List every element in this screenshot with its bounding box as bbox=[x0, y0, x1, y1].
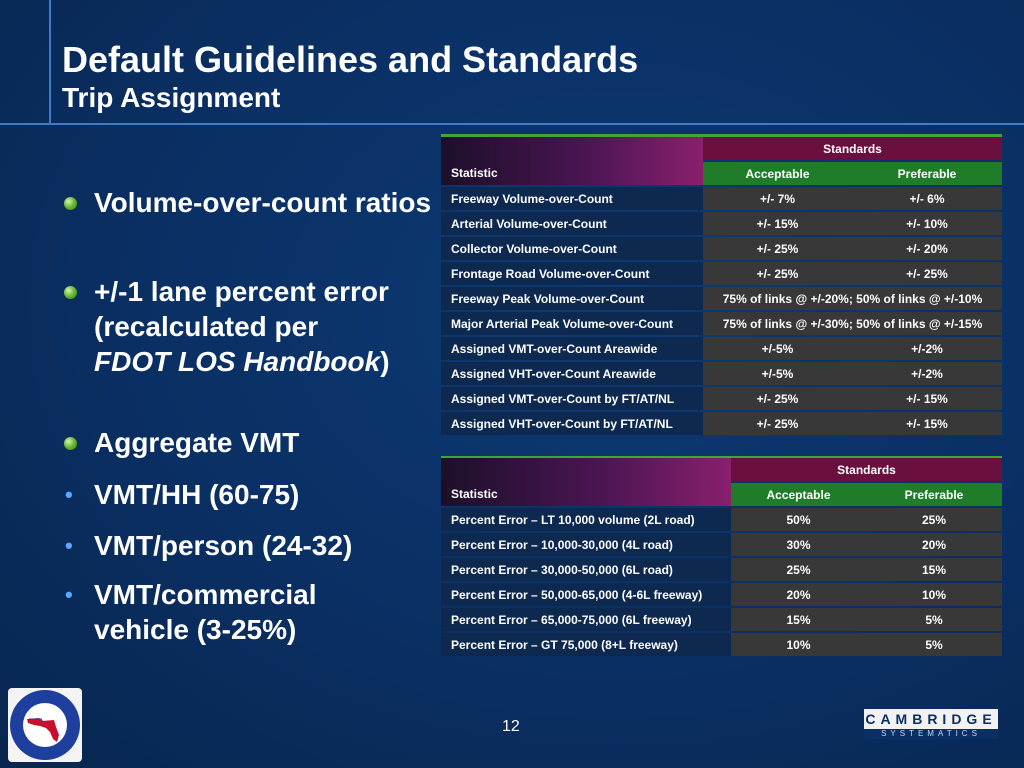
acceptable-cell: +/- 7% bbox=[703, 187, 852, 210]
statistic-cell: Percent Error – GT 75,000 (8+L freeway) bbox=[441, 633, 731, 656]
table-row bbox=[441, 508, 1002, 531]
preferable-cell: 25% bbox=[866, 508, 1002, 531]
slide-title: Default Guidelines and Standards bbox=[62, 39, 639, 80]
table-row bbox=[441, 287, 1002, 310]
bullet-dot-icon bbox=[64, 437, 77, 450]
statistic-cell: Percent Error – LT 10,000 volume (2L road) bbox=[441, 508, 731, 531]
table-row bbox=[441, 608, 1002, 631]
table-row bbox=[441, 533, 1002, 556]
statistic-cell: Collector Volume-over-Count bbox=[441, 237, 703, 260]
fdot-seal-logo bbox=[8, 688, 82, 762]
table-row bbox=[441, 187, 1002, 210]
bullet-dot-icon bbox=[64, 197, 77, 210]
volume-over-count-table bbox=[441, 135, 1002, 437]
acceptable-cell: +/-5% bbox=[703, 362, 852, 385]
table-row bbox=[441, 387, 1002, 410]
table-row bbox=[441, 312, 1002, 335]
table-row bbox=[441, 237, 1002, 260]
acceptable-cell: 30% bbox=[731, 533, 866, 556]
statistic-cell: Freeway Peak Volume-over-Count bbox=[441, 287, 703, 310]
table2-acceptable-header: Acceptable bbox=[731, 483, 866, 506]
table-row bbox=[441, 362, 1002, 385]
table1-preferable-header: Preferable bbox=[852, 162, 1002, 185]
table2-statistic-header: Statistic bbox=[441, 458, 731, 506]
preferable-cell: 5% bbox=[866, 633, 1002, 656]
bullet-lane-percent-error: +/-1 lane percent error (recalculated per FDOT LOS Handbook) bbox=[62, 274, 432, 379]
acceptable-cell: 15% bbox=[731, 608, 866, 631]
combined-standard-cell: 75% of links @ +/-20%; 50% of links @ +/-10% bbox=[703, 287, 1002, 310]
preferable-cell: +/- 15% bbox=[852, 412, 1002, 435]
acceptable-cell: 50% bbox=[731, 508, 866, 531]
table1-statistic-header: Statistic bbox=[441, 137, 703, 185]
slide-subtitle: Trip Assignment bbox=[62, 82, 281, 113]
statistic-cell: Percent Error – 65,000-75,000 (6L freeway) bbox=[441, 608, 731, 631]
acceptable-cell: 20% bbox=[731, 583, 866, 606]
subbullet-marker-icon: • bbox=[65, 482, 73, 507]
statistic-cell: Major Arterial Peak Volume-over-Count bbox=[441, 312, 703, 335]
acceptable-cell: +/- 25% bbox=[703, 237, 852, 260]
preferable-cell: +/- 20% bbox=[852, 237, 1002, 260]
statistic-cell: Assigned VHT-over-Count Areawide bbox=[441, 362, 703, 385]
preferable-cell: +/-2% bbox=[852, 362, 1002, 385]
subbullet-vmt-hh: • VMT/HH (60-75) bbox=[65, 479, 300, 510]
statistic-cell: Percent Error – 30,000-50,000 (6L road) bbox=[441, 558, 731, 581]
preferable-cell: +/-2% bbox=[852, 337, 1002, 360]
table-row bbox=[441, 558, 1002, 581]
table-row bbox=[441, 337, 1002, 360]
table-row bbox=[441, 412, 1002, 435]
preferable-cell: +/- 15% bbox=[852, 387, 1002, 410]
table-row bbox=[441, 633, 1002, 656]
table2-preferable-header: Preferable bbox=[866, 483, 1002, 506]
vertical-accent-line bbox=[49, 0, 51, 124]
percent-error-table bbox=[441, 456, 1002, 658]
acceptable-cell: +/- 25% bbox=[703, 412, 852, 435]
preferable-cell: 5% bbox=[866, 608, 1002, 631]
combined-standard-cell: 75% of links @ +/-30%; 50% of links @ +/-15% bbox=[703, 312, 1002, 335]
preferable-cell: +/- 25% bbox=[852, 262, 1002, 285]
preferable-cell: 15% bbox=[866, 558, 1002, 581]
statistic-cell: Assigned VHT-over-Count by FT/AT/NL bbox=[441, 412, 703, 435]
horizontal-accent-line bbox=[0, 123, 1024, 125]
acceptable-cell: 10% bbox=[731, 633, 866, 656]
acceptable-cell: 25% bbox=[731, 558, 866, 581]
bullet-list bbox=[62, 185, 432, 647]
table1-acceptable-header: Acceptable bbox=[703, 162, 852, 185]
statistic-cell: Assigned VMT-over-Count by FT/AT/NL bbox=[441, 387, 703, 410]
bullet-aggregate-vmt: Aggregate VMT bbox=[62, 425, 432, 460]
preferable-cell: +/- 6% bbox=[852, 187, 1002, 210]
fdot-seal-icon bbox=[9, 689, 81, 761]
table-row bbox=[441, 583, 1002, 606]
bullet-volume-over-count: Volume-over-count ratios bbox=[62, 185, 432, 220]
subbullet-vmt-person: • VMT/person (24-32) bbox=[65, 530, 353, 561]
preferable-cell: +/- 10% bbox=[852, 212, 1002, 235]
preferable-cell: 10% bbox=[866, 583, 1002, 606]
statistic-cell: Freeway Volume-over-Count bbox=[441, 187, 703, 210]
subbullet-vmt-commercial: • VMT/commercial vehicle (3-25%) bbox=[65, 579, 317, 645]
statistic-cell: Percent Error – 50,000-65,000 (4-6L freeway) bbox=[441, 583, 731, 606]
bullet-dot-icon bbox=[64, 286, 77, 299]
subbullet-marker-icon: • bbox=[65, 582, 73, 607]
subbullet-marker-icon: • bbox=[65, 533, 73, 558]
table-row bbox=[441, 212, 1002, 235]
acceptable-cell: +/-5% bbox=[703, 337, 852, 360]
acceptable-cell: +/- 15% bbox=[703, 212, 852, 235]
handbook-title: FDOT LOS Handbook bbox=[94, 346, 381, 377]
statistic-cell: Frontage Road Volume-over-Count bbox=[441, 262, 703, 285]
preferable-cell: 20% bbox=[866, 533, 1002, 556]
acceptable-cell: +/- 25% bbox=[703, 387, 852, 410]
acceptable-cell: +/- 25% bbox=[703, 262, 852, 285]
table1-standards-header: Standards bbox=[703, 137, 1002, 160]
statistic-cell: Arterial Volume-over-Count bbox=[441, 212, 703, 235]
table-row bbox=[441, 262, 1002, 285]
statistic-cell: Assigned VMT-over-Count Areawide bbox=[441, 337, 703, 360]
statistic-cell: Percent Error – 10,000-30,000 (4L road) bbox=[441, 533, 731, 556]
cambridge-systematics-logo: CAMBRIDGE SYSTEMATICS bbox=[865, 711, 997, 738]
page-number: 12 bbox=[502, 718, 520, 735]
table2-standards-header: Standards bbox=[731, 458, 1002, 481]
